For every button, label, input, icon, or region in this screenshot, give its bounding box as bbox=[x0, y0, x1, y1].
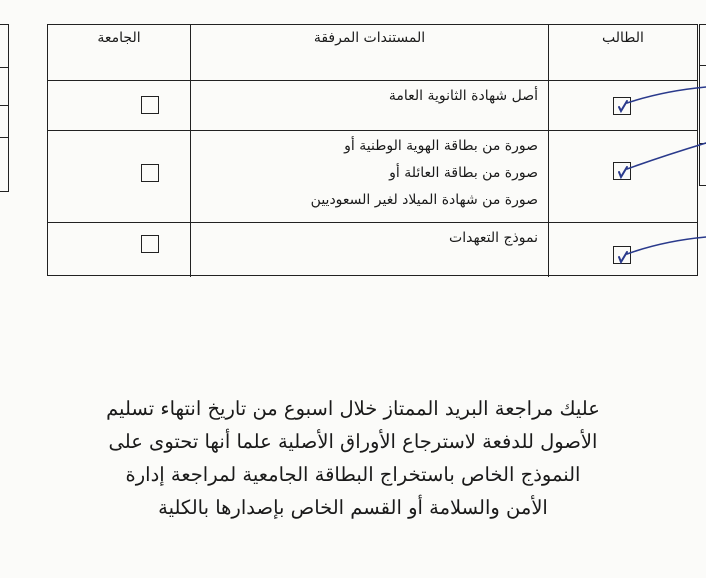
pen-check-mark bbox=[611, 81, 706, 121]
table-row bbox=[48, 131, 697, 223]
document-line: نموذج التعهدات bbox=[449, 230, 538, 246]
document-description bbox=[191, 223, 548, 252]
table-row bbox=[48, 81, 697, 131]
university-checkbox[interactable] bbox=[141, 96, 159, 114]
student-check-cell bbox=[549, 223, 697, 277]
document-cell bbox=[190, 81, 549, 130]
document-line: أصل شهادة الثانوية العامة bbox=[388, 88, 538, 104]
header-documents-cell bbox=[190, 25, 549, 80]
document-line: صورة من بطاقة الهوية الوطنية أو bbox=[344, 138, 538, 154]
pen-check-mark bbox=[611, 223, 706, 273]
university-checkbox[interactable] bbox=[141, 235, 159, 253]
notice-paragraph bbox=[30, 392, 676, 524]
table-header-row bbox=[48, 25, 697, 81]
adjacent-table-left-edge bbox=[0, 24, 9, 192]
pen-check-mark bbox=[611, 131, 706, 191]
document-description bbox=[191, 81, 548, 110]
document-line: صورة من شهادة الميلاد لغير السعوديين bbox=[310, 192, 538, 208]
header-student: الطالب bbox=[602, 30, 644, 46]
header-university-cell bbox=[48, 25, 190, 80]
document-line: صورة من بطاقة العائلة أو bbox=[389, 165, 538, 181]
university-check-cell bbox=[48, 81, 190, 130]
header-documents: المستندات المرفقة bbox=[313, 30, 426, 46]
table-row bbox=[48, 223, 697, 277]
notice-line: الأمن والسلامة أو القسم الخاص بإصدارها بالكلية bbox=[158, 496, 548, 519]
notice-line: عليك مراجعة البريد الممتاز خلال اسبوع من تاريخ انتهاء تسليم bbox=[106, 397, 600, 420]
university-check-cell bbox=[48, 131, 190, 222]
university-checkbox[interactable] bbox=[141, 164, 159, 182]
student-check-cell bbox=[549, 131, 697, 222]
university-check-cell bbox=[48, 223, 190, 277]
student-check-cell bbox=[549, 81, 697, 130]
documents-table bbox=[47, 24, 698, 276]
document-cell bbox=[190, 131, 549, 222]
notice-line: النموذج الخاص باستخراج البطاقة الجامعية لمراجعة إدارة bbox=[125, 463, 581, 486]
header-student-cell bbox=[549, 25, 697, 80]
notice-line: الأصول للدفعة لاسترجاع الأوراق الأصلية علما أنها تحتوى على bbox=[108, 430, 598, 453]
header-university: الجامعة bbox=[97, 30, 141, 46]
document-description bbox=[191, 131, 548, 214]
document-cell bbox=[190, 223, 549, 277]
